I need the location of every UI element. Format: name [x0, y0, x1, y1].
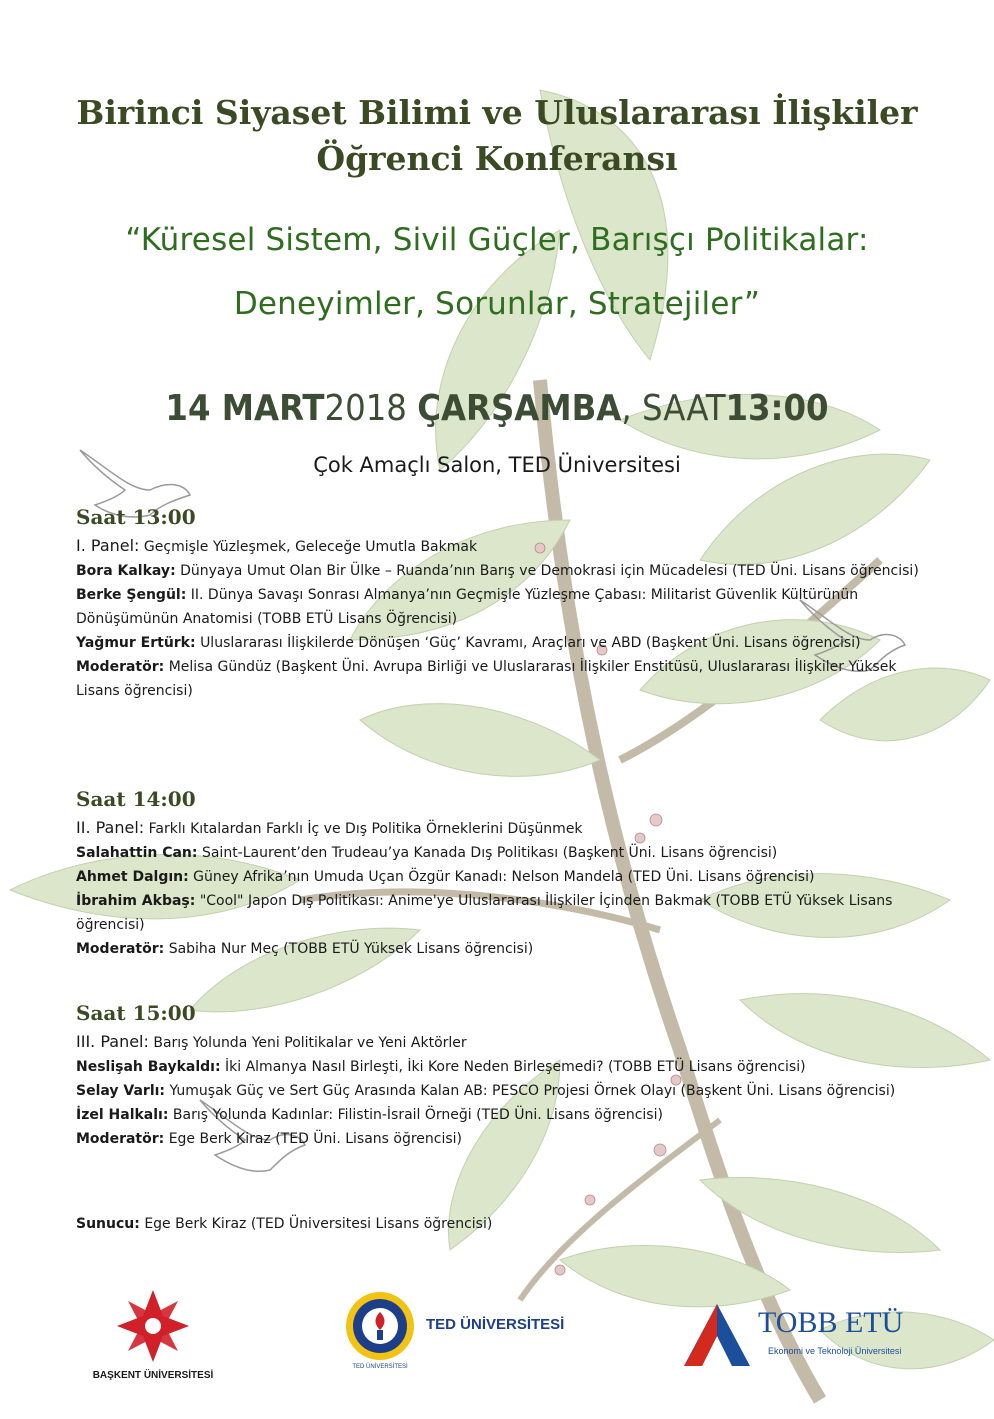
talk-title: Dünyaya Umut Olan Bir Ülke – Ruanda’nın Barış ve Demokrasi için Mücadelesi (TED Üni. Lisans öğrencisi) — [180, 563, 919, 579]
speaker-entry — [76, 865, 926, 889]
speaker-name: Ahmet Dalgın: — [76, 869, 189, 885]
moderator-entry — [76, 1127, 926, 1151]
moderator-label: Moderatör: — [76, 1131, 165, 1147]
speaker-name: Salahattin Can: — [76, 845, 198, 861]
panel-heading — [76, 534, 926, 559]
panel-title: Geçmişle Yüzleşmek, Geleceğe Umutla Bakmak — [143, 539, 478, 555]
speaker-entry — [76, 1055, 926, 1079]
panel-title: Farklı Kıtalardan Farklı İç ve Dış Politika Örneklerini Düşünmek — [148, 821, 583, 837]
speaker-entry — [76, 559, 926, 583]
ted-logo — [344, 1290, 594, 1370]
date-weekday: ÇARŞAMBA — [417, 388, 622, 429]
speaker-name: Selay Varlı: — [76, 1083, 166, 1099]
date-year: 2018 — [324, 388, 407, 429]
speaker-name: İzel Halkalı: — [76, 1107, 169, 1123]
ted-emblem-icon — [344, 1290, 416, 1362]
event-venue: Çok Amaçlı Salon, TED Üniversitesi — [313, 453, 681, 477]
moderator-info: Sabiha Nur Meç (TOBB ETÜ Yüksek Lisans öğrencisi) — [168, 941, 534, 957]
talk-title: Yumuşak Güç ve Sert Güç Arasında Kalan AB: PESCO Projesi Örnek Olayı (Başkent Üni. Lisans öğrencisi) — [169, 1083, 896, 1099]
panel-label: I. Panel: — [76, 536, 140, 555]
date-time: 13:00 — [725, 388, 829, 429]
panel-title: Barış Yolunda Yeni Politikalar ve Yeni Aktörler — [153, 1035, 467, 1051]
panel-label: II. Panel: — [76, 818, 145, 837]
talk-title: Güney Afrika’nın Umuda Uçan Özgür Kanadı: Nelson Mandela (TED Üni. Lisans öğrencisi) — [193, 869, 815, 885]
conference-title-line1: Birinci Siyaset Bilimi ve Uluslararası İlişkiler — [76, 93, 918, 132]
session-1 — [76, 502, 926, 703]
session-time: Saat 13:00 — [76, 505, 196, 529]
tobb-logo — [682, 1302, 922, 1374]
panel-heading — [76, 816, 926, 841]
baskent-emblem-icon — [78, 1286, 228, 1366]
moderator-entry — [76, 655, 926, 703]
moderator-entry — [76, 937, 926, 961]
speaker-entry — [76, 1103, 926, 1127]
baskent-logo — [78, 1286, 228, 1386]
date-day-month: 14 MART — [165, 388, 325, 429]
theme-subtitle-line2: Deneyimler, Sorunlar, Stratejiler” — [233, 286, 761, 322]
session-2 — [76, 784, 926, 961]
panel-heading — [76, 1030, 926, 1055]
panel-label: III. Panel: — [76, 1032, 149, 1051]
presenter-info: Ege Berk Kiraz (TED Üniversitesi Lisans öğrencisi) — [144, 1216, 493, 1232]
speaker-name: Neslişah Baykaldı: — [76, 1059, 221, 1075]
conference-title-line2: Öğrenci Konferansı — [316, 139, 678, 178]
talk-title: Saint-Laurent’den Trudeau’ya Kanada Dış Politikası (Başkent Üni. Lisans öğrencisi) — [201, 845, 778, 861]
talk-title: Barış Yolunda Kadınlar: Filistin-İsrail Örneği (TED Üni. Lisans öğrencisi) — [172, 1107, 663, 1123]
talk-title: Uluslararası İlişkilerde Dönüşen ‘Güç’ Kavramı, Araçları ve ABD (Başkent Üni. Lisans öğrencisi) — [200, 635, 861, 651]
ted-logo-text: TED ÜNİVERSİTESİ — [426, 1316, 565, 1333]
moderator-info: Ege Berk Kiraz (TED Üni. Lisans öğrencisi) — [168, 1131, 463, 1147]
speaker-name: İbrahim Akbaş: — [76, 893, 196, 909]
date-saat-word: SAAT — [641, 388, 726, 429]
tobb-logo-subtext: Ekonomi ve Teknoloji Üniversitesi — [768, 1346, 902, 1356]
event-date-line — [0, 384, 994, 434]
moderator-label: Moderatör: — [76, 659, 165, 675]
speaker-entry — [76, 631, 926, 655]
talk-title: İki Almanya Nasıl Birleşti, İki Kore Neden Birleşemedi? (TOBB ETÜ Lisans öğrencisi) — [225, 1059, 806, 1075]
ted-ring-text: TED ÜNİVERSİTESİ — [352, 1364, 408, 1370]
speaker-entry — [76, 1079, 926, 1103]
presenter-entry — [76, 1212, 926, 1236]
speaker-entry — [76, 889, 926, 937]
speaker-name: Berke Şengül: — [76, 587, 187, 603]
moderator-info: Melisa Gündüz (Başkent Üni. Avrupa Birliği ve Uluslararası İlişkiler Enstitüsü, Uluslararası İlişkiler Yüksek Lisans öğrencisi) — [76, 659, 897, 699]
moderator-label: Moderatör: — [76, 941, 165, 957]
session-time: Saat 14:00 — [76, 787, 196, 811]
session-time: Saat 15:00 — [76, 1001, 196, 1025]
tobb-logo-text: TOBB ETÜ — [758, 1306, 904, 1339]
talk-title: II. Dünya Savaşı Sonrası Almanya’nın Geçmişle Yüzleşme Çabası: Militarist Güvenlik Kültürünün Dönüşümünün Anatomisi (TOBB ETÜ Lisans Öğrencisi) — [76, 587, 859, 627]
talk-title: "Cool" Japon Dış Politikası: Anime'ye Uluslararası İlişkiler İçinden Bakmak (TOBB ETÜ Yüksek Lisans öğrencisi) — [76, 893, 893, 933]
theme-subtitle-line1: “Küresel Sistem, Sivil Güçler, Barışçı Politikalar: — [125, 222, 869, 258]
session-3 — [76, 998, 926, 1151]
speaker-entry — [76, 583, 926, 631]
baskent-logo-text: BAŞKENT ÜNİVERSİTESİ — [92, 1370, 214, 1381]
tobb-emblem-icon — [682, 1302, 752, 1368]
presenter-label: Sunucu: — [76, 1216, 140, 1232]
speaker-name: Yağmur Ertürk: — [76, 635, 196, 651]
date-separator: , — [621, 388, 632, 429]
speaker-name: Bora Kalkay: — [76, 563, 176, 579]
speaker-entry — [76, 841, 926, 865]
